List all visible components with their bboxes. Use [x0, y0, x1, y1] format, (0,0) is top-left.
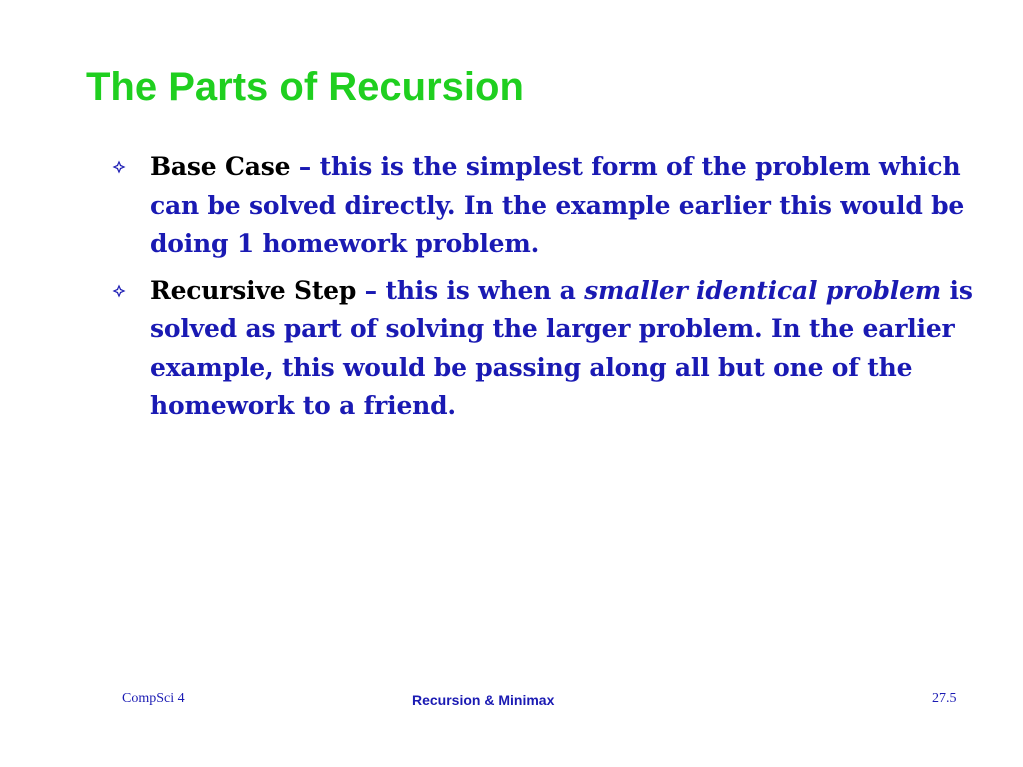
bullet-text-before: this is when a — [385, 275, 585, 305]
bullet-recursive-step — [112, 272, 992, 426]
bullet-list — [112, 148, 992, 434]
bullet-term: Recursive Step — [150, 275, 357, 305]
diamond-bullet-icon — [112, 160, 126, 174]
footer-course: CompSci 4 — [122, 691, 185, 706]
bullet-text-after: is solved as part of solving the larger problem. In the earlier example, this would be passing along all but one of the homework to a friend. — [150, 275, 973, 420]
bullet-base-case — [112, 148, 992, 264]
bullet-dash: – — [290, 152, 320, 181]
footer-slide-number: 27.5 — [932, 691, 957, 706]
bullet-emphasis: smaller identical problem — [584, 275, 942, 305]
bullet-text: this is the simplest form of the problem which can be solved directly. In the example earlier this would be doing 1 homework problem. — [150, 152, 965, 258]
bullet-dash: – — [356, 275, 386, 305]
footer-topic: Recursion & Minimax — [412, 692, 555, 708]
bullet-term: Base Case — [150, 152, 291, 181]
slide-title: The Parts of Recursion — [86, 65, 524, 109]
diamond-bullet-icon — [112, 284, 126, 298]
